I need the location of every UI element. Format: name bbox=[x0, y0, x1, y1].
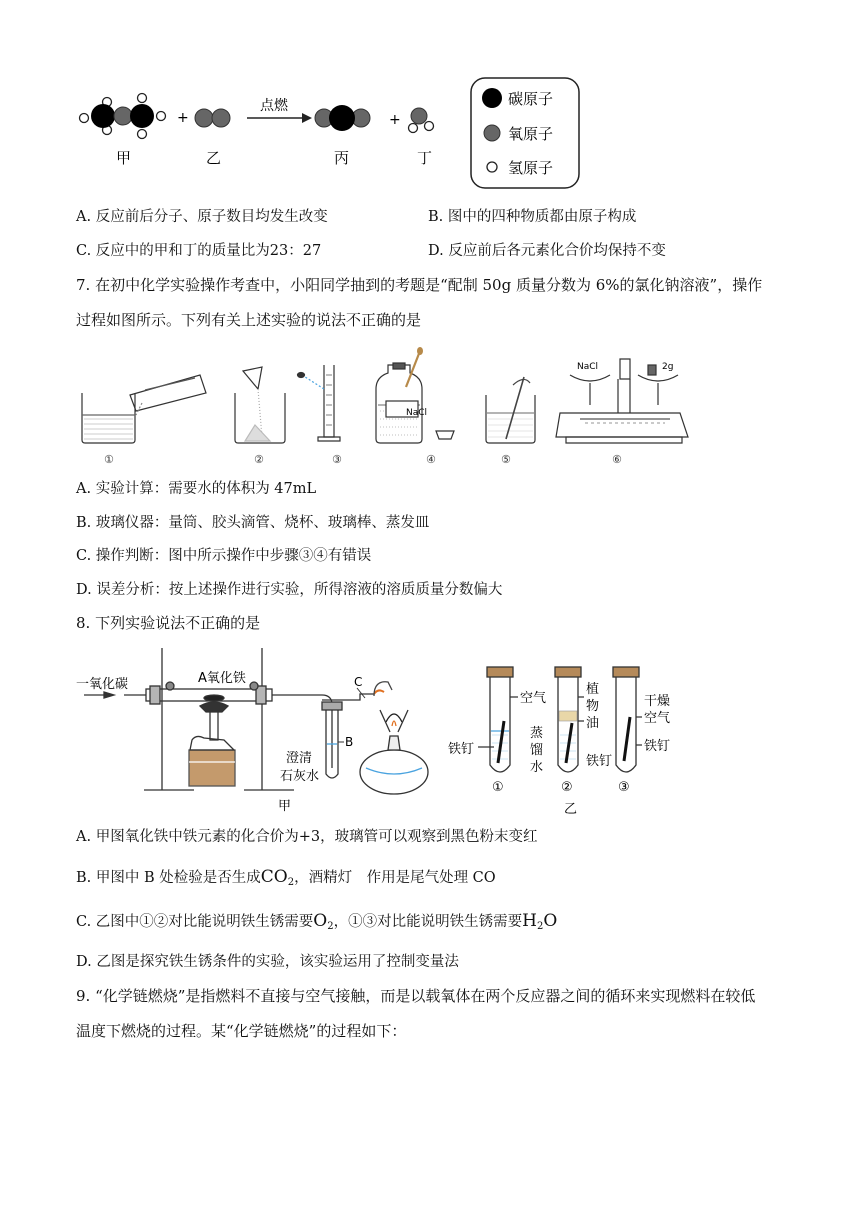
label-jia: 甲 bbox=[116, 149, 132, 167]
q6-option-b: B. 图中的四种物质都由原子构成 bbox=[428, 209, 637, 225]
q8-stem: 8. 下列实验说法不正确的是 bbox=[76, 614, 261, 632]
label-iron-oxide: A氧化铁 bbox=[198, 671, 246, 686]
legend-oxygen: 氧原子 bbox=[508, 125, 554, 143]
caption-yi: 乙 bbox=[564, 802, 578, 817]
legend-carbon: 碳原子 bbox=[508, 90, 554, 108]
q7-option-d: D. 误差分析：按上述操作进行实验，所得溶液的溶质质量分数偏大 bbox=[76, 582, 503, 598]
reaction-diagram bbox=[70, 70, 590, 200]
label-point-c: C bbox=[354, 675, 363, 689]
label-water-3: 水 bbox=[530, 760, 544, 775]
label-co-inlet: 一氧化碳 bbox=[76, 677, 129, 692]
q8-option-a: A. 甲图氧化铁中铁元素的化合价为+3，玻璃管可以观察到黑色粉末变红 bbox=[76, 829, 538, 845]
q7-option-c: C. 操作判断：图中所示操作中步骤③④有错误 bbox=[76, 548, 372, 564]
q9-stem-line1: 9. “化学链燃烧”是指燃料不直接与空气接触，而是以载氧体在两个反应器之间的循环来实现燃料在较低 bbox=[76, 987, 756, 1005]
label-nail-left: 铁钉 bbox=[448, 742, 475, 757]
step-label-4: ④ bbox=[426, 453, 436, 466]
solution-preparation-figure bbox=[70, 345, 710, 470]
tube-label-2: ② bbox=[561, 780, 573, 795]
step-label-1: ① bbox=[104, 453, 114, 466]
step4-take-nacl bbox=[376, 347, 454, 443]
q8-option-c: C. 乙图中①②对比能说明铁生锈需要$O_2$，①③对比能说明铁生锈需要$H_2O$ bbox=[76, 911, 558, 932]
step-label-5: ⑤ bbox=[501, 453, 511, 466]
q6-option-a: A. 反应前后分子、原子数目均发生改变 bbox=[76, 209, 328, 225]
label-dry-air-1: 干燥 bbox=[644, 694, 671, 709]
q7-stem-line2: 过程如图所示。下列有关上述实验的说法不正确的是 bbox=[76, 311, 422, 329]
tube-label-3: ③ bbox=[618, 780, 630, 795]
step1-pour-water bbox=[82, 375, 206, 443]
balance-label-weight: 2g bbox=[662, 362, 674, 372]
q7-option-b: B. 玻璃仪器：量筒、胶头滴管、烧杯、玻璃棒、蒸发皿 bbox=[76, 515, 430, 531]
label-dry-air-2: 空气 bbox=[644, 711, 671, 726]
step2-add-solid bbox=[235, 367, 285, 443]
label-nail-mid: 铁钉 bbox=[586, 754, 613, 769]
step5-stir bbox=[486, 377, 535, 443]
balance-label-nacl: NaCl bbox=[577, 362, 599, 372]
label-oil-1: 植 bbox=[586, 682, 600, 697]
bottle-label-nacl: NaCl bbox=[406, 408, 428, 418]
tube-label-1: ① bbox=[492, 780, 504, 795]
q7-option-a: A. 实验计算：需要水的体积为 47mL bbox=[76, 481, 317, 497]
atom-legend bbox=[471, 78, 579, 188]
molecule-bing bbox=[315, 105, 370, 131]
step-label-2: ② bbox=[254, 453, 264, 466]
label-limewater-1: 澄清 bbox=[286, 751, 313, 766]
label-air: 空气 bbox=[520, 691, 547, 706]
plus-sign-2: + bbox=[389, 112, 401, 128]
label-oil-3: 油 bbox=[586, 716, 600, 731]
molecule-jia bbox=[80, 94, 166, 139]
step3-read-cylinder bbox=[298, 365, 341, 441]
label-yi: 乙 bbox=[206, 149, 222, 167]
q8-option-b: B. 甲图中 B 处检验是否生成$CO_2$，酒精灯 作用是尾气处理 CO bbox=[76, 867, 496, 888]
q7-stem-line1: 7. 在初中化学实验操作考查中，小阳同学抽到的考题是“配制 50g 质量分数为 6%的氯化钠溶液”，操作 bbox=[76, 276, 763, 294]
label-bing: 丙 bbox=[334, 149, 350, 167]
legend-hydrogen: 氢原子 bbox=[508, 159, 554, 177]
co-reduction-apparatus bbox=[74, 640, 434, 820]
label-limewater-2: 石灰水 bbox=[280, 769, 320, 784]
label-nail-right: 铁钉 bbox=[644, 739, 671, 754]
label-water-1: 蒸 bbox=[530, 726, 544, 741]
molecule-ding bbox=[409, 108, 434, 133]
molecule-yi bbox=[195, 109, 230, 127]
plus-sign-1: + bbox=[177, 110, 189, 126]
q6-option-c: C. 反应中的甲和丁的质量比为23：27 bbox=[76, 243, 322, 259]
caption-jia: 甲 bbox=[278, 799, 292, 814]
rust-experiment-tubes bbox=[444, 665, 704, 817]
reaction-condition: 点燃 bbox=[260, 98, 288, 114]
label-oil-2: 物 bbox=[586, 699, 600, 714]
q9-stem-line2: 温度下燃烧的过程。某“化学链燃烧”的过程如下： bbox=[76, 1022, 407, 1040]
q6-option-d: D. 反应前后各元素化合价均保持不变 bbox=[428, 243, 666, 259]
label-point-b: B bbox=[345, 735, 354, 749]
label-water-2: 馏 bbox=[530, 743, 544, 758]
step-label-3: ③ bbox=[332, 453, 342, 466]
label-ding: 丁 bbox=[417, 149, 433, 167]
q8-option-d: D. 乙图是探究铁生锈条件的实验，该实验运用了控制变量法 bbox=[76, 954, 459, 970]
step-label-6: ⑥ bbox=[612, 453, 622, 466]
